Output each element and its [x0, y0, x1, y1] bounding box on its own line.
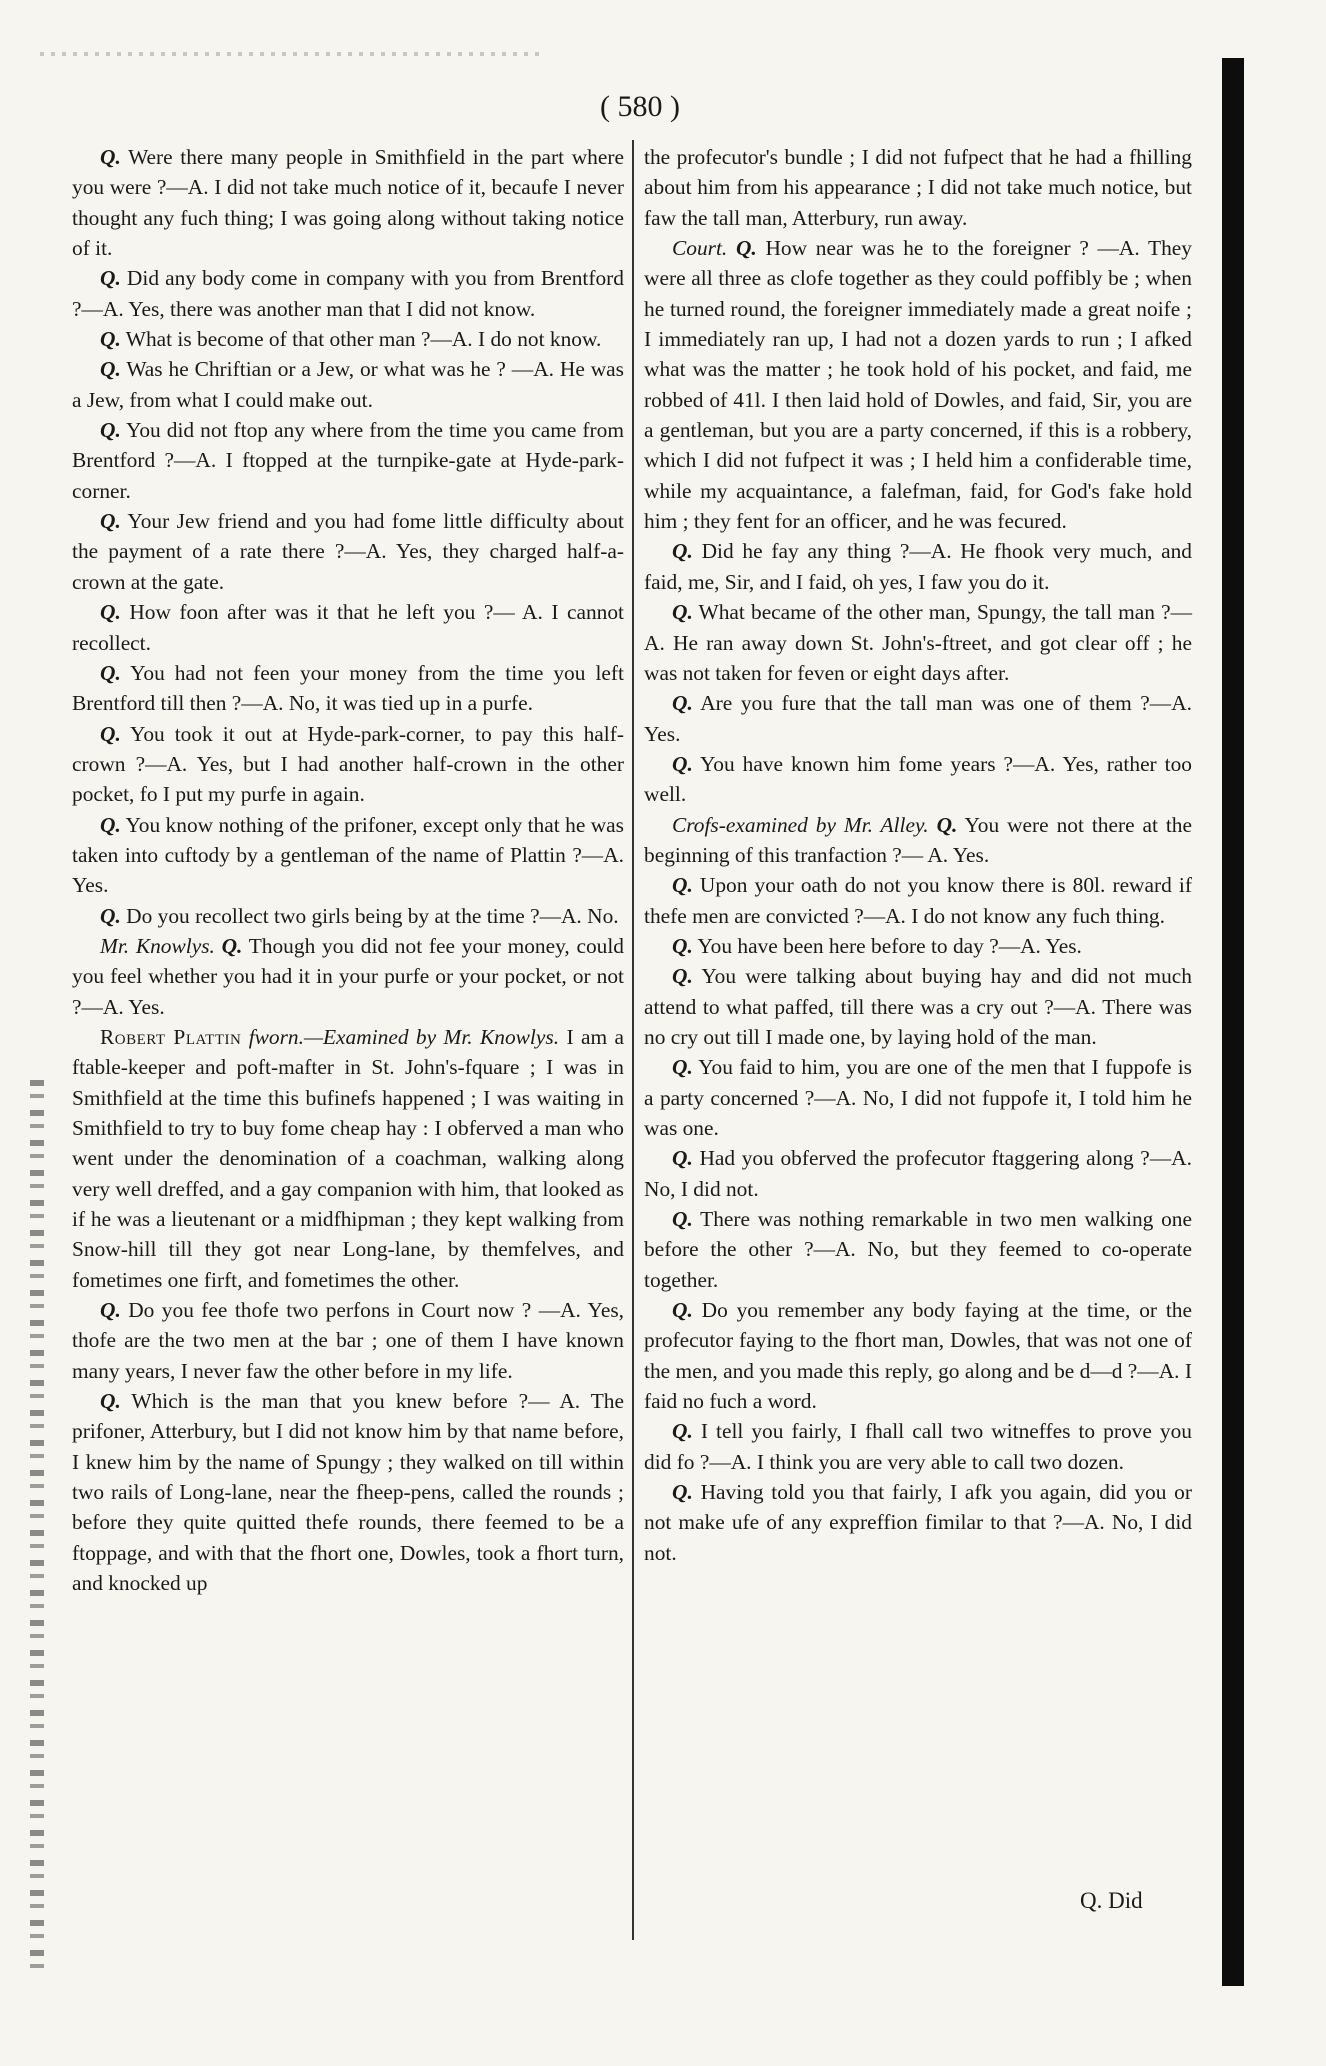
question-marker: Q. — [100, 812, 121, 837]
paragraph — [644, 688, 1192, 749]
paragraph-text: Are you fure that the tall man was one of them ?—A. Yes. — [644, 691, 1192, 746]
paragraph — [72, 901, 624, 931]
speaker-lead: Mr. Knowlys. — [100, 933, 215, 958]
speaker-lead: Court. — [672, 236, 728, 261]
paragraph-text: You did not ftop any where from the time you came from Brentford ?—A. I ftopped at the turnpike-gate at Hyde-park-corner. — [72, 418, 624, 503]
question-marker: Q. — [672, 600, 693, 625]
question-marker: Q. — [672, 751, 693, 776]
paragraph — [644, 233, 1192, 536]
paragraph-text: Having told you that fairly, I afk you again, did you or not make ufe of any expreffion fimilar to that ?—A. No, I did not. — [644, 1480, 1192, 1565]
paragraph-text: There was nothing remarkable in two men walking one before the other ?—A. No, but they feemed to co-operate together. — [644, 1207, 1192, 1292]
question-marker: Q. — [672, 964, 693, 989]
paragraph — [644, 1143, 1192, 1204]
paragraph — [72, 931, 624, 1022]
paragraph — [72, 324, 624, 354]
question-marker: Q. — [100, 509, 121, 534]
paragraph-text: You have been here before to day ?—A. Yes. — [697, 933, 1082, 958]
page-number: ( 580 ) — [600, 90, 680, 123]
paragraph-text: What is become of that other man ?—A. I do not know. — [125, 327, 602, 352]
question-marker: Q. — [100, 1389, 121, 1414]
paragraph — [72, 354, 624, 415]
paragraph — [72, 1386, 624, 1598]
paragraph-text: Do you fee thofe two perfons in Court now ? —A. Yes, thofe are the two men at the bar ; one of them I have known many years, I never faw the other before in my life. — [72, 1298, 624, 1383]
paragraph — [72, 810, 624, 901]
paragraph — [72, 142, 624, 263]
paragraph-text: Upon your oath do not you know there is 80l. reward if thefe men are convicted ?—A. I do not know any fuch thing. — [644, 873, 1192, 928]
paragraph-text: Did any body come in company with you from Brentford ?—A. Yes, there was another man that I did not know. — [72, 266, 624, 321]
paragraph-text: the profecutor's bundle ; I did not fufpect that he had a fhilling about him from his appearance ; I did not take much notice, but faw the tall man, Atterbury, run away. — [644, 145, 1192, 230]
question-marker: Q. — [100, 145, 121, 169]
paragraph-text: Had you obferved the profecutor ftaggering along ?—A. No, I did not. — [644, 1146, 1192, 1201]
question-marker: Q. — [100, 660, 121, 685]
paragraph-text: Though you did not fee your money, could you feel whether you had it in your purfe or your pocket, or not ?—A. Yes. — [72, 933, 624, 1019]
paragraph-text: You were not there at the beginning of this tranfaction ?— A. Yes. — [644, 812, 1192, 867]
speaker-lead: Crofs-examined by Mr. Alley. — [672, 812, 929, 837]
question-marker: Q. — [221, 933, 243, 958]
paragraph-text: You faid to him, you are one of the men that I fuppofe is a party concerned ?—A. No, I did not fuppofe it, I told him he was one. — [644, 1055, 1192, 1140]
question-marker: Q. — [100, 1298, 121, 1323]
paragraph-text: How foon after was it that he left you ?— A. I cannot recollect. — [72, 600, 624, 655]
right-column — [644, 142, 1192, 1568]
question-marker: Q. — [100, 903, 121, 928]
question-marker: Q. — [100, 266, 121, 291]
paragraph-text: Was he Chriftian or a Jew, or what was he ? —A. He was a Jew, from what I could make out. — [72, 357, 624, 412]
paragraph — [644, 142, 1192, 233]
question-marker: Q. — [936, 812, 958, 837]
paragraph — [72, 506, 624, 597]
margin-speckle — [30, 1080, 44, 1980]
binding-shadow — [1222, 58, 1244, 1986]
paragraph — [644, 1416, 1192, 1477]
column-divider — [632, 140, 634, 1940]
paragraph-text: I tell you fairly, I fhall call two witneffes to prove you did fo ?—A. I think you are very able to call two dozen. — [644, 1419, 1192, 1474]
paragraph-text: Which is the man that you knew before ?— A. The prifoner, Atterbury, but I did not know him by that name before, I knew him by the name of Spungy ; they walked on till within two rails of Long-lane, near the fheep-pens, called the rounds ; before they quite quitted thefe rounds, there feemed to be a ftoppage, and with that the fhort one, Dowles, took a fhort turn, and knocked up — [72, 1389, 624, 1596]
paragraph — [644, 1204, 1192, 1295]
question-marker: Q. — [672, 873, 693, 898]
question-marker: Q. — [672, 1146, 693, 1171]
paragraph-text: Were there many people in Smithfield in the part where you were ?—A. I did not take much notice of it, becaufe I never thought any fuch thing; I was going along without taking notice of it. — [72, 145, 624, 261]
paragraph-text: Do you recollect two girls being by at the time ?—A. No. — [126, 903, 619, 928]
left-column — [72, 142, 624, 1599]
question-marker: Q. — [100, 357, 121, 382]
question-marker: Q. — [672, 1419, 693, 1444]
question-marker: Q. — [100, 721, 121, 746]
question-marker: Q. — [100, 600, 121, 625]
question-marker: Q. — [735, 236, 757, 261]
paragraph — [72, 658, 624, 719]
paragraph-text: You know nothing of the prifoner, except only that he was taken into cuftody by a gentleman of the name of Plattin ?—A. Yes. — [72, 812, 624, 898]
paragraph — [644, 536, 1192, 597]
paragraph-text: Did he fay any thing ?—A. He fhook very much, and faid, me, Sir, and I faid, oh yes, I faw you do it. — [644, 539, 1192, 594]
paragraph-text: You had not feen your money from the time you left Brentford till then ?—A. No, it was tied up in a purfe. — [72, 660, 624, 716]
paragraph-text: You were talking about buying hay and did not much attend to what paffed, till there was a cry out ?—A. There was no cry out till I made one, by laying hold of the man. — [644, 964, 1192, 1049]
paragraph — [644, 1295, 1192, 1416]
question-marker: Q. — [100, 418, 121, 443]
paragraph — [72, 597, 624, 658]
question-marker: Q. — [672, 691, 693, 716]
print-smudge — [40, 52, 540, 56]
paragraph — [644, 870, 1192, 931]
paragraph — [72, 719, 624, 810]
question-marker: Q. — [100, 327, 121, 352]
question-marker: Q. — [672, 1207, 693, 1232]
paragraph — [72, 1295, 624, 1386]
paragraph-text: I am a ftable-keeper and poft-mafter in St. John's-fquare ; I was in Smithfield at the time this bufinefs happened ; I was waiting in Smithfield to try to buy fome cheap hay : I obferved a man who went under the denomination of a coachman, walking along very well dreffed, and a gay companion with him, that looked as if he was a lieutenant or a midfhipman ; they kept walking from Snow-hill till they got near Long-lane, by themfelves, and fometimes one firft, and fometimes the other. — [72, 1024, 624, 1292]
paragraph-text: Do you remember any body faying at the time, or the profecutor faying to the fhort man, Dowles, that was not one of the men, and you made this reply, go along and be d—d ?—A. I faid no fuch a word. — [644, 1298, 1192, 1414]
paragraph — [644, 810, 1192, 871]
paragraph-text: Your Jew friend and you had fome little difficulty about the payment of a rate there ?—A. Yes, they charged half-a-crown at the gate. — [72, 509, 624, 594]
paragraph — [72, 415, 624, 506]
paragraph — [644, 597, 1192, 688]
catchword: Q. Did — [1080, 1888, 1143, 1913]
paragraph-text: You took it out at Hyde-park-corner, to pay this half-crown ?—A. Yes, but I had another half-crown in the other pocket, fo I put my purfe in again. — [72, 721, 624, 807]
question-marker: Q. — [672, 1298, 693, 1323]
paragraph — [644, 1052, 1192, 1143]
paragraph — [72, 1022, 624, 1295]
paragraph — [644, 961, 1192, 1052]
paragraph — [72, 263, 624, 324]
paragraph-text: How near was he to the foreigner ? —A. They were all three as clofe together as they could poffibly be ; when he turned round, the foreigner immediately made a great noife ; I immediately ran up, I had not a dozen yards to run ; I afked what was the matter ; he took hold of his pocket, and faid, me robbed of 41l. I then laid hold of Dowles, and faid, Sir, you are a gentleman, but you are a party concerned, if this is a robbery, which I did not fufpect it was ; I held him a confiderable time, while my acquaintance, a falefman, faid, for God's fake hold him ; they fent for an officer, and he was fecured. — [644, 236, 1192, 534]
question-marker: Q. — [672, 933, 693, 958]
question-marker: Q. — [672, 1055, 693, 1080]
paragraph-text: You have known him fome years ?—A. Yes, rather too well. — [644, 751, 1192, 807]
paragraph-text: What became of the other man, Spungy, the tall man ?—A. He ran away down St. John's-ftreet, and got clear off ; he was not taken for feven or eight days after. — [644, 600, 1193, 685]
question-marker: Q. — [672, 539, 693, 564]
witness-name: Robert Plattin — [100, 1024, 242, 1049]
speaker-lead: fworn.—Examined by Mr. Knowlys. — [248, 1024, 560, 1049]
paragraph — [644, 749, 1192, 810]
paragraph — [644, 931, 1192, 961]
question-marker: Q. — [672, 1480, 693, 1505]
paragraph — [644, 1477, 1192, 1568]
